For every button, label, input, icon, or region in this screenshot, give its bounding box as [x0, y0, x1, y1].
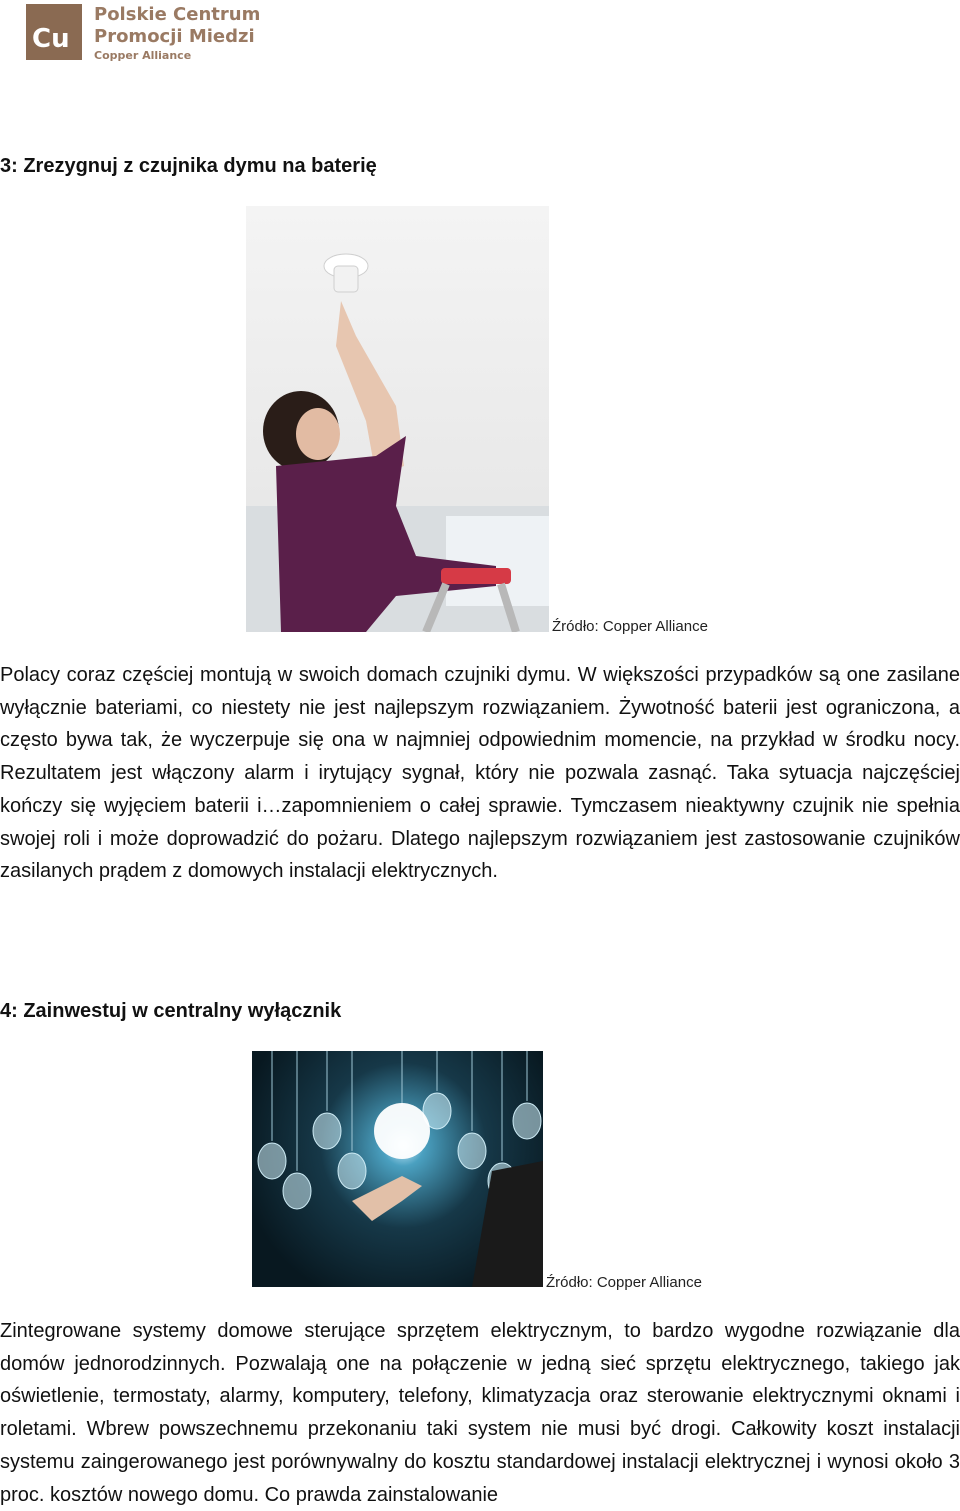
- smoke-detector-photo: [246, 206, 549, 632]
- image-caption: Źródło: Copper Alliance: [552, 618, 708, 635]
- logo-text: [94, 4, 260, 64]
- light-bulbs-photo: [252, 1051, 543, 1287]
- logo-line-2: Promocji Miedzi: [94, 26, 255, 47]
- body-paragraph: Polacy coraz częściej montują w swoich domach czujniki dymu. W większości przypadków są one zasilane wyłącznie bateriami, co niestety nie jest najlepszym rozwiązaniem. Żywotność baterii jest ograniczona, a często bywa tak, że wyczerpuje się ona w najmniej odpowiednim momencie, na przykład w środku nocy. Rezultatem jest włączony alarm i irytujący sygnał, który nie pozwala zasnąć. Taka sytuacja najczęściej kończy się wyjęciem baterii i…zapomnieniem o całej sprawie. Tymczasem nieaktywny czujnik nie spełnia swojej roli i może doprowadzić do pożaru. Dlatego najlepszym rozwiązaniem jest zastosowanie czujników zasilanych prądem z domowych instalacji elektrycznych.: [0, 664, 960, 883]
- logo-line-1: Polskie Centrum: [94, 4, 261, 25]
- light-bulbs-illustration: [252, 1051, 543, 1287]
- logo: [26, 4, 260, 62]
- logo-line-3: Copper Alliance: [94, 49, 192, 62]
- body-paragraph: Zintegrowane systemy domowe sterujące sprzętem elektrycznym, to bardzo wygodne rozwiązanie dla domów jednorodzinnych. Pozwalają one na połączenie w jedną sieć sprzętu elektrycznego, takiego jak oświetlenie, termostaty, alarmy, komputery, telefony, klimatyzacja oraz sterowanie elektrycznymi oknami i roletami. Wbrew powszechnemu przekonaniu taki system nie musi być drogi. Całkowity koszt instalacji systemu zaingerowanego jest porównywalny do kosztu standardowej instalacji elektrycznej i wynosi około 3 proc. kosztów nowego domu. Co prawda zainstalowanie: [0, 1320, 960, 1506]
- image-caption: Źródło: Copper Alliance: [546, 1274, 702, 1291]
- smoke-detector-illustration: [246, 206, 549, 632]
- section-heading: 4: Zainwestuj w centralny wyłącznik: [0, 1000, 342, 1022]
- logo-symbol: Cu: [26, 4, 82, 60]
- section-heading: 3: Zrezygnuj z czujnika dymu na baterię: [0, 155, 377, 177]
